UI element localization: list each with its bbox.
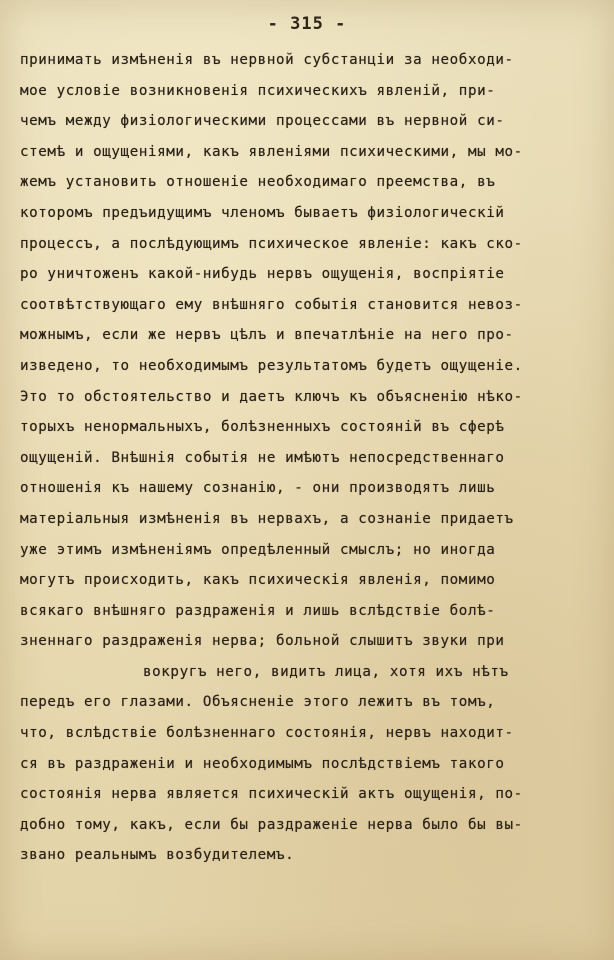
text-line: жемъ установить отношеніе необходимаго преемства, въ [20,174,496,191]
text-line: зненнаго раздраженія нерва; больной слышитъ звуки при [20,633,505,650]
text-line: принимать измѣненія въ нервной субстанціи за необходи- [20,52,514,68]
text-line: Это то обстоятельство и даетъ ключъ къ объясненію нѣко- [20,388,523,405]
text-line: процессъ, а послѣдующимъ психическое явленіе: какъ ско- [20,235,523,252]
text-line: уже этимъ измѣненіямъ опредѣленный смыслъ; но иногда [20,541,496,558]
text-line: добно тому, какъ, если бы раздраженіе нерва было бы вы- [20,816,523,833]
text-line: всякаго внѣшняго раздраженія и лишь вслѣдствіе болѣ- [20,602,496,619]
text-line: чемъ между физіологическими процессами въ нервной си- [20,113,505,130]
text-line: соотвѣтствующаго ему внѣшняго событія становится невоз- [20,296,523,313]
text-line: можнымъ, если же нервъ цѣлъ и впечатлѣніе на него про- [20,327,514,344]
text-line: ощущеній. Внѣшнія событія не имѣютъ непосредственнаго [20,449,505,466]
text-line: ся въ раздраженіи и необходимымъ послѣдствіемъ такого [20,755,505,772]
text-line: матеріальныя измѣненія въ нервахъ, а сознаніе придаетъ [20,510,514,527]
body-text [20,45,600,871]
text-line: передъ его глазами. Объясненіе этого лежитъ въ томъ, [20,694,496,711]
page-number: - 315 - [267,14,347,34]
text-line: что, вслѣдствіе болѣзненнаго состоянія, нервъ находит- [20,725,514,742]
text-line-indented: вокругъ него, видитъ лица, хотя ихъ нѣтъ [143,663,509,680]
text-line: ро уничтоженъ какой-нибудь нервъ ощущенія, воспріятіе [20,266,505,283]
text-line: которомъ предъидущимъ членомъ бываетъ физіологическій [20,204,505,221]
text-line: отношенія къ нашему сознанію, - они производятъ лишь [20,480,496,497]
text-line: состоянія нерва является психическій актъ ощущенія, по- [20,786,523,803]
text-line: звано реальнымъ возбудителемъ. [20,847,295,864]
text-line: стемѣ и ощущеніями, какъ явленіями психическими, мы мо- [20,143,523,160]
text-line: мое условіе возникновенія психическихъ явленій, при- [20,82,496,99]
text-line: изведено, то необходимымъ результатомъ будетъ ощущеніе. [20,357,523,374]
text-line: могутъ происходить, какъ психическія явленія, помимо [20,572,496,589]
text-line: торыхъ ненормальныхъ, болѣзненныхъ состояній въ сферѣ [20,419,505,436]
